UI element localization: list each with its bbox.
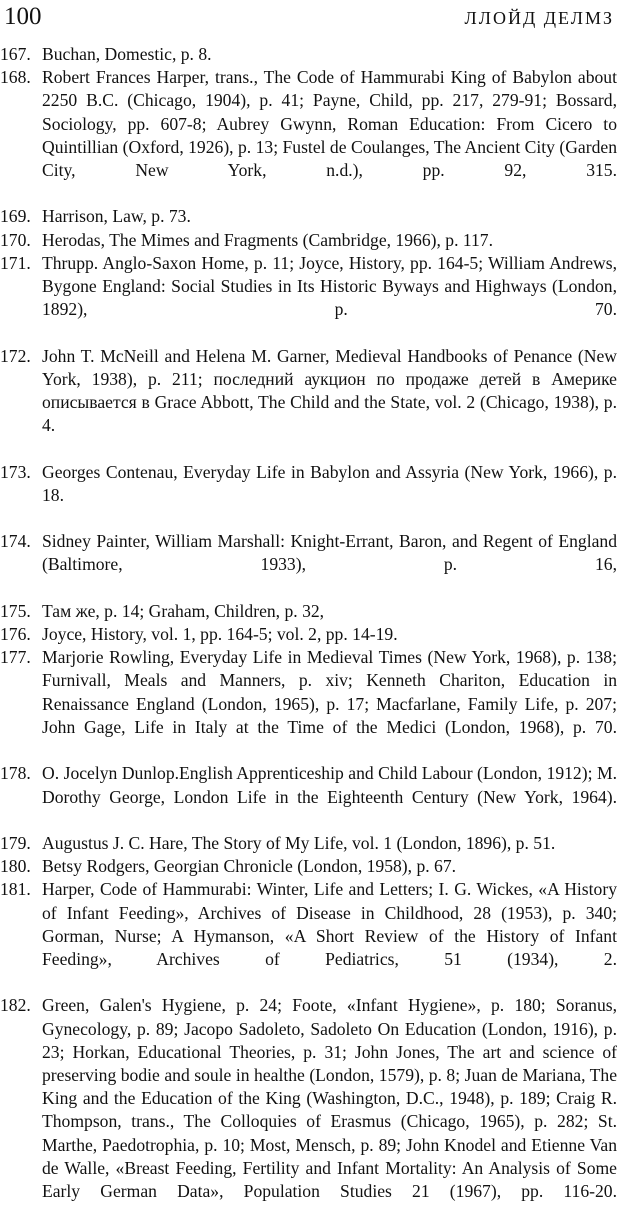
endnote-text: Georges Contenau, Everyday Life in Babylon and Assyria (New York, 1966), p. 18. — [42, 461, 617, 505]
endnote-text: Robert Frances Harper, trans., The Code of Hammurabi King of Babylon about 2250 B.C. (Chicago, 1904), p. 41; Payne, Child, pp. 217, 279-91; Bossard, Sociology, pp. 607-8; Aubrey Gwynn, Roman Education: From Cicero to Quintillian (Oxford, 1926), p. 13; Fustel de Coulanges, The Ancient City (Garden City, New York, n.d.), pp. 92, 315. — [42, 67, 617, 181]
endnote — [0, 832, 617, 855]
endnote-text: Joyce, History, vol. 1, pp. 164-5; vol. 2, pp. 14-19. — [42, 624, 398, 645]
endnote-number: 171. — [0, 252, 31, 273]
endnote-number: 169. — [0, 206, 31, 227]
endnote — [0, 252, 617, 345]
endnote — [0, 994, 617, 1226]
endnote — [0, 66, 617, 205]
endnote-number: 172. — [0, 345, 31, 366]
endnote-number: 173. — [0, 461, 31, 482]
endnote-number: 176. — [0, 624, 31, 645]
endnote-text: Thrupp. Anglo-Saxon Home, p. 11; Joyce, History, pp. 164-5; William Andrews, Bygone England: Social Studies in Its Historic Byways and Highways (London, 1892), p. 70. — [42, 252, 617, 320]
endnote-text: Sidney Painter, William Marshall: Knight-Errant, Baron, and Regent of England (Baltimore, 1933), p. 16, — [42, 531, 617, 575]
endnote-text: Betsy Rodgers, Georgian Chronicle (London, 1958), p. 67. — [42, 856, 457, 877]
endnote-text: Harrison, Law, p. 73. — [42, 206, 191, 227]
endnote — [0, 205, 617, 228]
endnote-text: Green, Galen's Hygiene, p. 24; Foote, «Infant Hygiene», p. 180; Soranus, Gynecology, p. 89; Jacopo Sadoleto, Sadoleto On Education (London, 1916), p. 23; Horkan, Educational Theories, p. 31; John Jones, The art and science of preserving bodie and soule in healthe (London, 1579), p. 8; Juan de Mariana, The King and the Education of the King (Washington, D.C., 1948), p. 189; Craig R. Thompson, trans., The Colloquies of Erasmus (Chicago, 1965), p. 282; St. Marthe, Paedotrophia, p. 10; Most, Mensch, p. 89; John Knodel and Etienne Van de Walle, «Breast Feeding, Fertility and Infant Mortality: An Analysis of Some Early German Data», Population Studies 21 (1967), pp. 116-20. — [42, 995, 617, 1201]
endnote — [0, 855, 617, 878]
endnote-number: 182. — [0, 995, 31, 1016]
endnote — [0, 600, 617, 623]
endnote-number: 175. — [0, 600, 31, 621]
endnote — [0, 878, 617, 994]
endnote-text: O. Jocelyn Dunlop.English Apprenticeship and Child Labour (London, 1912); M. Dorothy George, London Life in the Eighteenth Century (New York, 1964). — [42, 763, 617, 807]
endnote-text: Herodas, The Mimes and Fragments (Cambridge, 1966), p. 117. — [42, 229, 494, 250]
endnote-number: 170. — [0, 229, 31, 250]
endnote-text: Marjorie Rowling, Everyday Life in Medieval Times (New York, 1968), p. 138; Furnivall, Meals and Manners, p. xiv; Kenneth Chariton, Education in Renaissance England (London, 1965), p. 17; Macfarlane, Family Life, p. 207; John Gage, Life in Italy at the Time of the Medici (London, 1968), p. 70. — [42, 647, 617, 737]
page-number: 100 — [4, 3, 42, 30]
endnote — [0, 345, 617, 461]
endnote — [0, 762, 617, 832]
endnote — [0, 229, 617, 252]
endnote-text: Augustus J. C. Hare, The Story of My Life, vol. 1 (London, 1896), p. 51. — [42, 832, 556, 853]
endnote-number: 177. — [0, 647, 31, 668]
endnote-number: 181. — [0, 879, 31, 900]
endnote-text: Harper, Code of Hammurabi: Winter, Life and Letters; I. G. Wickes, «A History of Infant Feeding», Archives of Disease in Childhood, 28 (1953), p. 340; Gorman, Nurse; A Hymanson, «A Short Review of the History of Infant Feeding», Archives of Pediatrics, 51 (1934), 2. — [42, 879, 617, 969]
running-title: ЛЛОЙД ДЕЛМЗ — [464, 8, 614, 28]
endnote — [0, 461, 617, 531]
endnote — [0, 623, 617, 646]
endnote — [0, 43, 617, 66]
endnote-number: 167. — [0, 44, 31, 64]
endnote-number: 178. — [0, 763, 31, 784]
endnote-text: Buchan, Domestic, p. 8. — [42, 44, 212, 64]
endnote-number: 168. — [0, 67, 31, 88]
endnote-text: Там же, p. 14; Graham, Children, p. 32, — [42, 600, 325, 621]
endnote-number: 180. — [0, 856, 31, 877]
endnote — [0, 646, 617, 762]
endnote-number: 179. — [0, 832, 31, 853]
endnotes-list — [0, 43, 617, 1226]
endnote-text: John T. McNeill and Helena M. Garner, Medieval Handbooks of Penance (New York, 1938), p. 211; последний аукцион по продаже детей в Америке описывается в Grace Abbott, The Child and the State, vol. 2 (Chicago, 1938), p. 4. — [42, 345, 617, 436]
endnote — [0, 530, 617, 600]
endnote-number: 174. — [0, 531, 31, 552]
page-header — [4, 2, 614, 32]
